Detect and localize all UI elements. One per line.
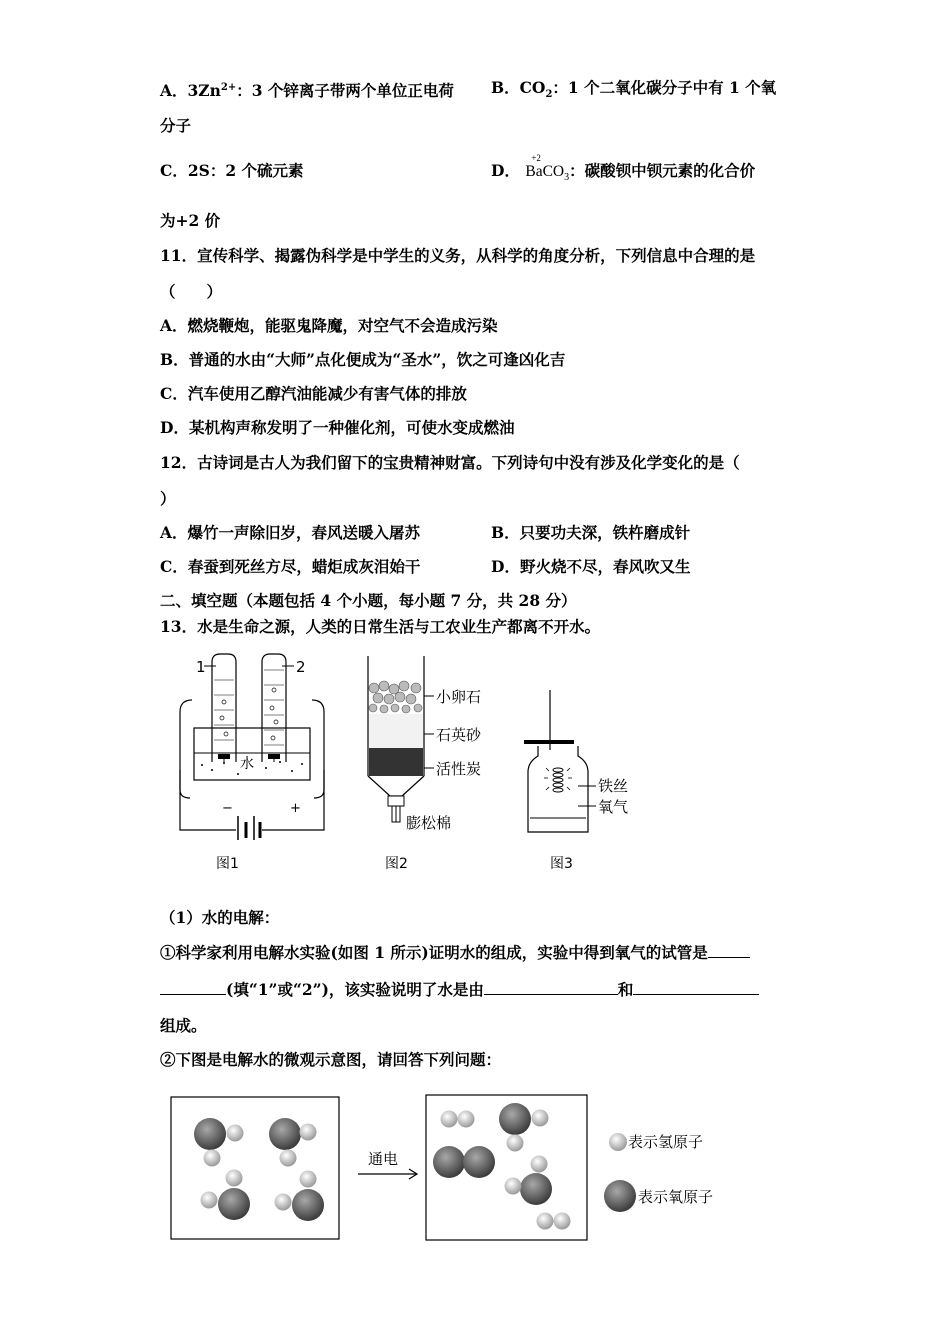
figure-3-iron-wire-in-oxygen — [518, 690, 658, 840]
section-heading: 二、填空题（本题包括 4 个小题，每小题 7 分，共 28 分） — [160, 591, 577, 610]
water-molecule — [505, 1156, 553, 1206]
part-1-title: （1）水的电解： — [160, 908, 280, 927]
water-label: 水 — [240, 756, 254, 772]
q10-option-d: D． +2 BaCO$_3$：碳酸钡中钡元素的化合价 — [491, 161, 755, 188]
barium-carbonate-formula: +2 BaCO$_3$ — [525, 153, 570, 184]
legend-oxygen-label: 表示氧原子 — [638, 1188, 714, 1206]
layer-cotton-label: 膨松棉 — [406, 814, 452, 832]
part-1-question-2: ②下图是电解水的微观示意图，请回答下列问题： — [160, 1050, 502, 1069]
q10-option-a: A．$3Zn^{2+}$：3 个锌离子带两个单位正电荷 — [160, 81, 454, 101]
q12-option-c: C．春蚕到死丝方尽，蜡炬成灰泪始干 — [160, 557, 421, 576]
arrow-condition-label: 通电 — [368, 1150, 399, 1168]
oxygen-molecule — [433, 1146, 495, 1178]
positive-terminal-label: + — [290, 801, 301, 816]
q12-option-b: B．只要功夫深，铁杵磨成针 — [491, 523, 691, 542]
q10-option-c: C．2S：2 个硫元素 — [160, 161, 304, 180]
answer-blank-element-1[interactable] — [484, 980, 618, 995]
part-1-question-1-line-2: (填“1”或“2”)，该实验说明了水是由 和 — [160, 980, 759, 1000]
answer-blank-tube-continued[interactable] — [160, 980, 226, 995]
water-molecule — [499, 1103, 549, 1152]
legend-hydrogen-atom — [609, 1133, 627, 1151]
water-molecule — [194, 1118, 244, 1167]
iron-wire-label: 铁丝 — [598, 777, 629, 795]
water-molecule — [201, 1170, 251, 1221]
hydrogen-molecule — [441, 1111, 475, 1128]
legend-oxygen-atom — [604, 1180, 636, 1212]
answer-blank-tube[interactable] — [708, 943, 750, 958]
oxygen-label: 氧气 — [598, 798, 629, 816]
part-1-question-1-line-1: ①科学家利用电解水实验(如图 1 所示)证明水的组成，实验中得到氧气的试管是 — [160, 943, 750, 963]
legend-hydrogen-label: 表示氢原子 — [628, 1133, 704, 1151]
q10-option-b: B．$CO_2$：1 个二氧化碳分子中有 1 个氧 — [491, 78, 777, 101]
tube-2-label: 2 — [296, 658, 306, 676]
negative-terminal-label: − — [222, 801, 233, 816]
figure-2-caption: 图2 — [385, 856, 408, 872]
q11-option-a: A．燃烧鞭炮，能驱鬼降魔，对空气不会造成污染 — [160, 316, 498, 335]
q11-option-b: B．普通的水由“大师”点化便成为“圣水”，饮之可逢凶化吉 — [160, 350, 566, 369]
q10-option-d-continued: 为+2 价 — [160, 211, 221, 230]
hydrogen-molecule — [537, 1213, 571, 1230]
q12-option-a: A．爆竹一声除旧岁，春风送暖入屠苏 — [160, 523, 421, 542]
q12-option-d: D．野火烧不尽，春风吹又生 — [491, 557, 691, 576]
q11-stem: 11．宣传科学、揭露伪科学是中学生的义务，从科学的角度分析，下列信息中合理的是 — [160, 246, 756, 265]
figure-1-electrolysis-apparatus — [172, 650, 332, 840]
tube-1-label: 1 — [196, 658, 206, 676]
figure-2-water-filter — [360, 656, 500, 836]
figure-3-caption: 图3 — [550, 856, 573, 872]
layer-quartz-sand-label: 石英砂 — [436, 726, 482, 744]
part-1-question-1-end: 组成。 — [160, 1016, 207, 1035]
q13-stem: 13．水是生命之源，人类的日常生活与工农业生产都离不开水。 — [160, 617, 601, 636]
q11-option-d: D．某机构声称发明了一种催化剂，可使水变成燃油 — [160, 418, 515, 437]
water-molecule — [269, 1118, 317, 1167]
answer-blank-element-2[interactable] — [633, 980, 759, 995]
figure-1-caption: 图1 — [216, 856, 239, 872]
q12-paren-end: ） — [160, 489, 176, 508]
q10-option-b-continued: 分子 — [160, 116, 192, 135]
electrolysis-microscopic-diagram — [168, 1092, 748, 1247]
layer-activated-carbon-label: 活性炭 — [436, 760, 482, 778]
q11-answer-paren: （ ） — [160, 282, 223, 301]
q12-stem: 12．古诗词是古人为我们留下的宝贵精神财富。下列诗句中没有涉及化学变化的是（ — [160, 453, 740, 472]
water-molecule — [275, 1171, 325, 1222]
layer-pebbles-label: 小卵石 — [436, 688, 482, 706]
q11-option-c: C．汽车使用乙醇汽油能减少有害气体的排放 — [160, 384, 467, 403]
